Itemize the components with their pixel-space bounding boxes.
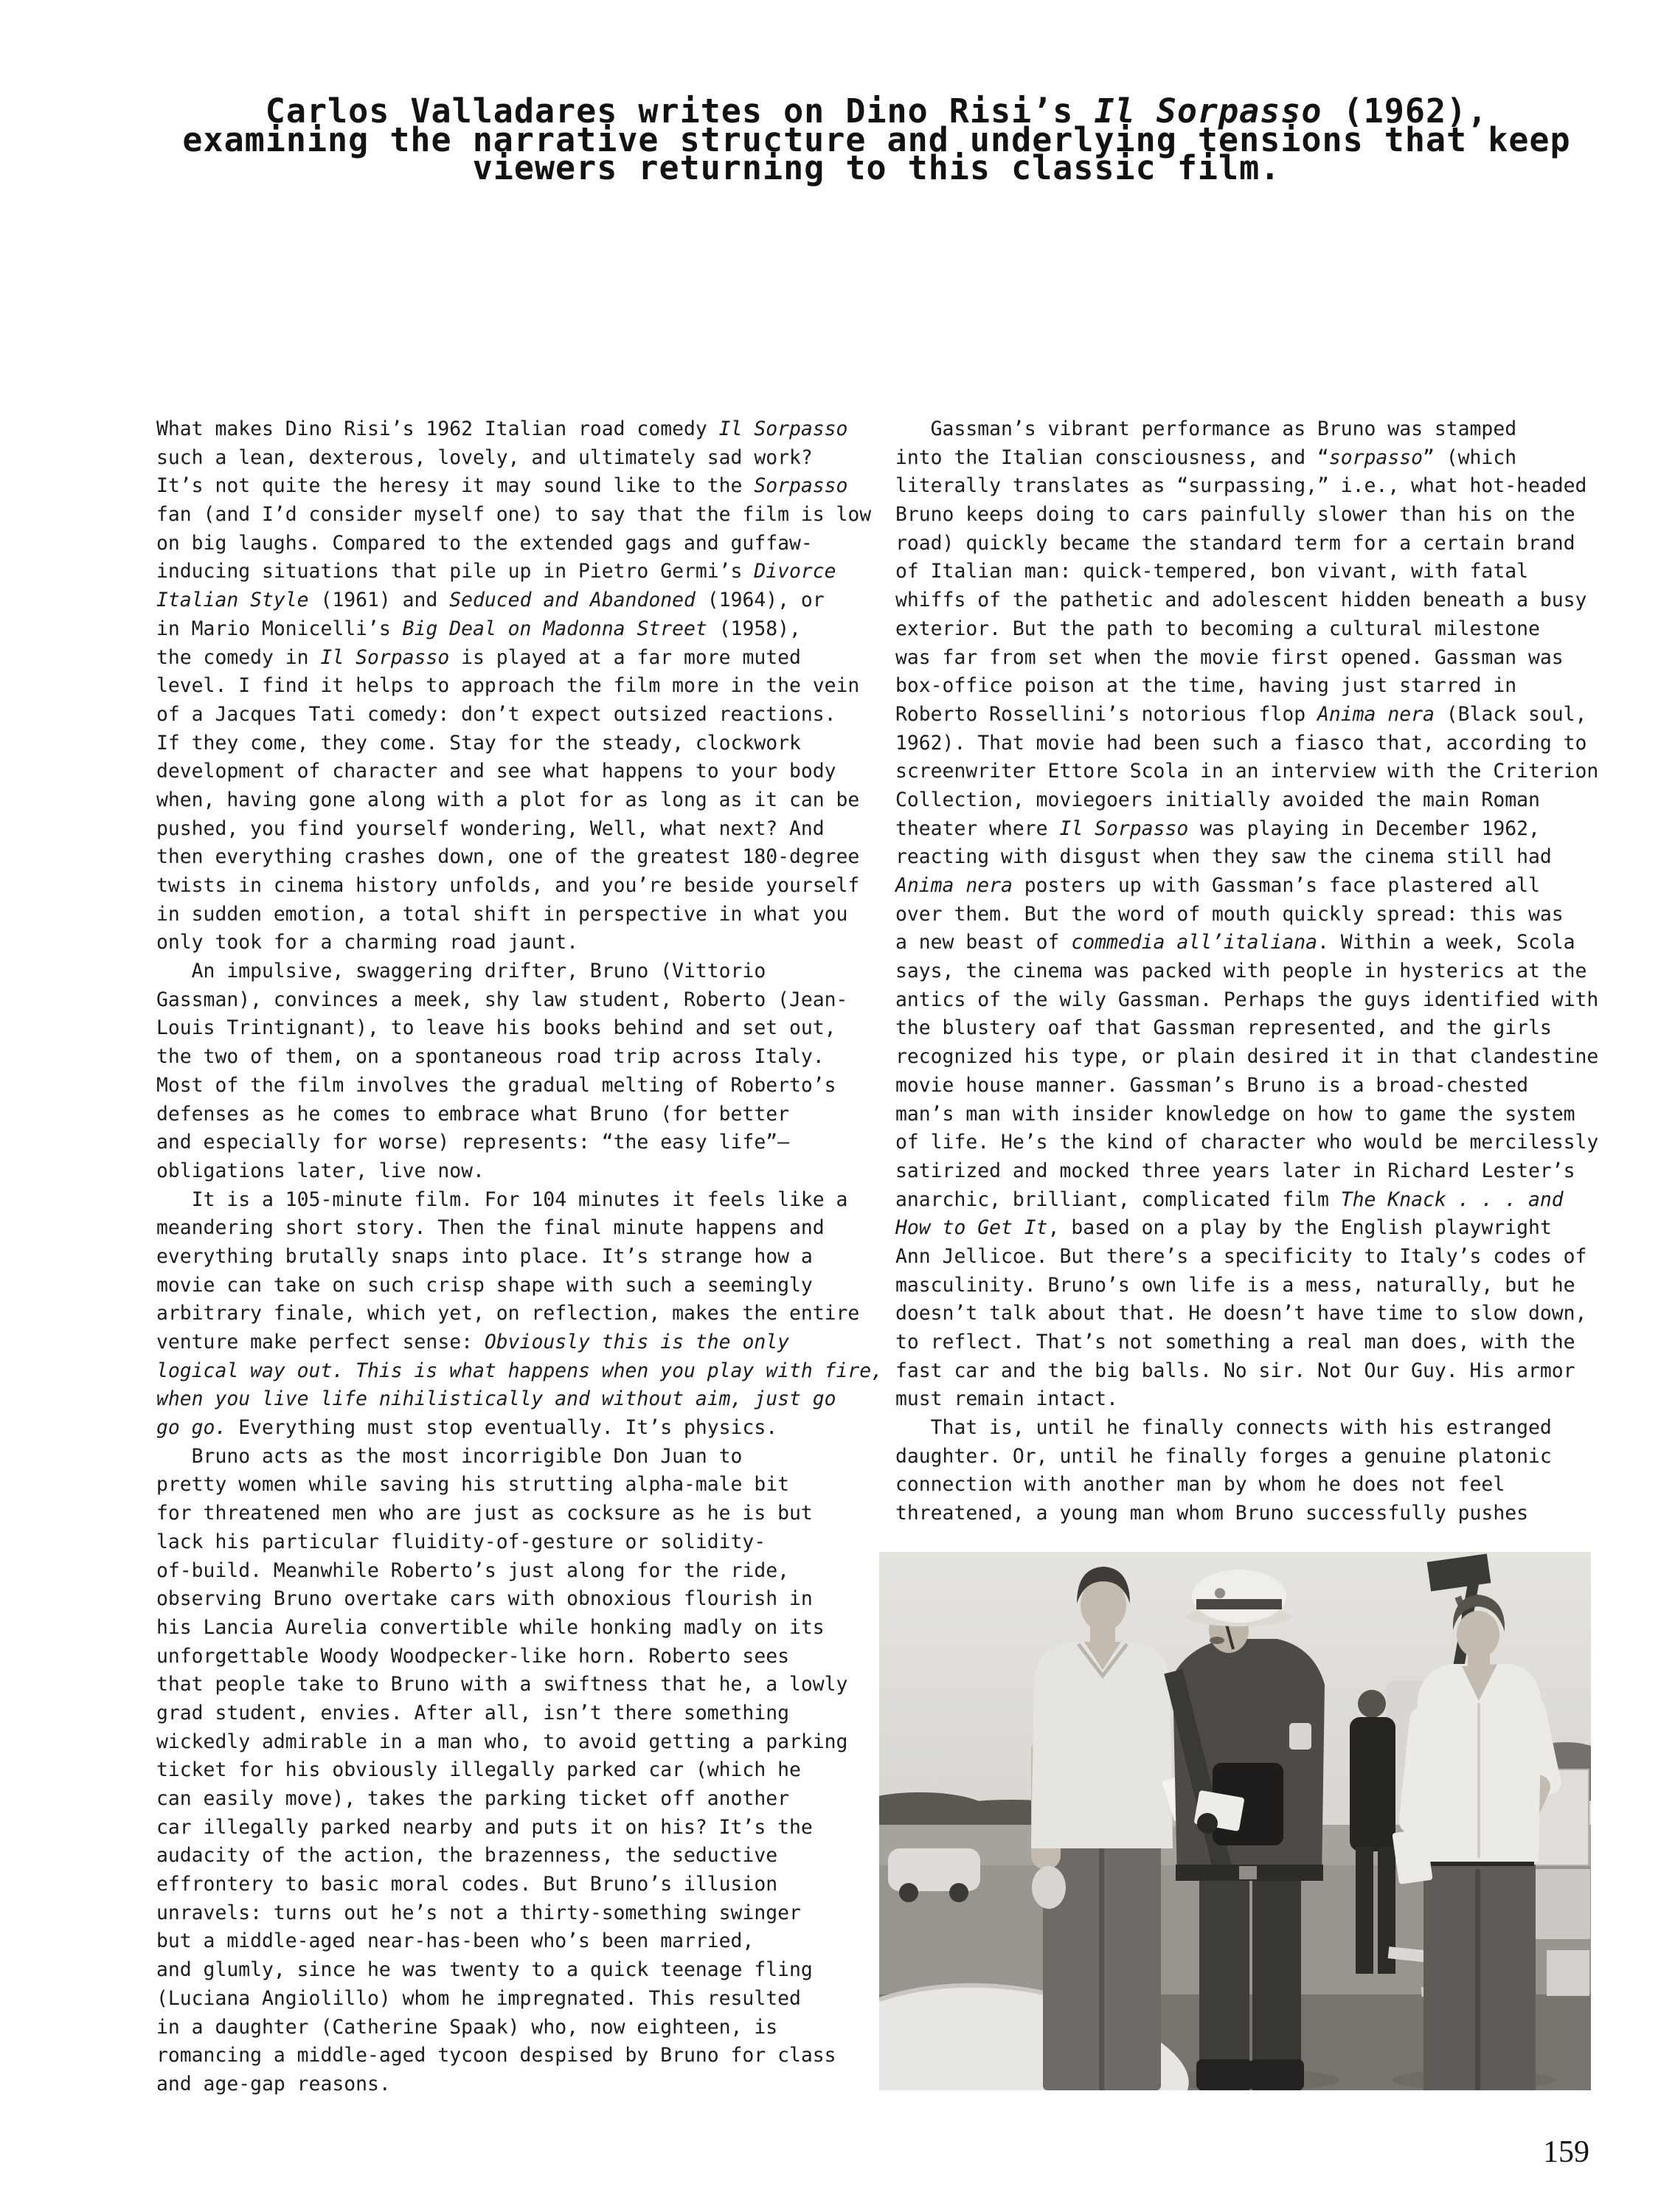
text-line: but a middle-aged near-has-been who’s been married, <box>156 1930 755 1953</box>
text-line: romancing a middle-aged tycoon despised by Bruno for class <box>156 2044 836 2067</box>
text-line: of life. He’s the kind of character who would be mercilessly <box>895 1131 1599 1154</box>
text-line: If they come, they come. Stay for the steady, clockwork <box>156 731 801 755</box>
text-line: such a lean, dexterous, lovely, and ultimately sad work? <box>156 445 813 469</box>
page-number: 159 <box>1543 2135 1589 2169</box>
text-line: Roberto Rossellini’s notorious flop Anima nera (Black soul, <box>895 702 1587 726</box>
text-line: box-office poison at the time, having just starred in <box>895 674 1517 698</box>
text-line: can easily move), takes the parking ticket off another <box>156 1787 789 1810</box>
text-line: for threatened men who are just as cocksure as he is but <box>156 1502 813 1525</box>
text-line: car illegally parked nearby and puts it on his? It’s the <box>156 1815 813 1839</box>
text-line: exterior. But the path to becoming a cultural milestone <box>895 617 1540 640</box>
text-line: Louis Trintignant), to leave his books behind and set out, <box>156 1016 836 1040</box>
text-line: Collection, moviegoers initially avoided the main Roman <box>895 788 1540 811</box>
text-line: logical way out. This is what happens when you play with fire, <box>156 1359 884 1382</box>
text-line: of Italian man: quick-tempered, bon vivant, with fatal <box>895 560 1528 583</box>
text-line: only took for a charming road jaunt. <box>156 931 578 954</box>
text-line: fan (and I’d consider myself one) to say that the film is low <box>156 503 872 527</box>
text-line: level. I find it helps to approach the film more in the vein <box>156 674 860 698</box>
text-line: movie house manner. Gassman’s Bruno is a broad-chested <box>895 1073 1528 1097</box>
text-line: then everything crashes down, one of the greatest 180-degree <box>156 845 860 869</box>
text-line: masculinity. Bruno’s own life is a mess, naturally, but he <box>895 1273 1575 1297</box>
text-line: that people take to Bruno with a swiftness that he, a lowly <box>156 1673 848 1696</box>
text-line: over them. But the word of mouth quickly spread: this was <box>895 902 1564 926</box>
article-title <box>156 90 1597 188</box>
text-line: when, having gone along with a plot for as long as it can be <box>156 788 860 811</box>
text-line: An impulsive, swaggering drifter, Bruno (Vittorio <box>156 960 766 983</box>
text-line: arbitrary finale, which yet, on reflection, makes the entire <box>156 1302 860 1325</box>
text-line: Most of the film involves the gradual melting of Roberto’s <box>156 1073 836 1097</box>
text-line: in Mario Monicelli’s Big Deal on Madonna Street (1958), <box>156 617 801 640</box>
text-line: It’s not quite the heresy it may sound like to the Sorpasso <box>156 474 848 498</box>
text-line: whiffs of the pathetic and adolescent hidden beneath a busy <box>895 589 1587 612</box>
text-line: his Lancia Aurelia convertible while honking madly on its <box>156 1615 825 1639</box>
text-line: literally translates as “surpassing,” i.e., what hot-headed <box>895 474 1587 498</box>
photo-background-person <box>1350 1690 1395 1974</box>
text-line: of a Jacques Tati comedy: don’t expect outsized reactions. <box>156 702 836 726</box>
text-line: road) quickly became the standard term for a certain brand <box>895 531 1575 555</box>
text-line: reacting with disgust when they saw the cinema still had <box>895 845 1552 869</box>
text-line: was far from set when the movie first opened. Gassman was <box>895 645 1564 669</box>
text-line: movie can take on such crisp shape with such a seemingly <box>156 1273 813 1297</box>
text-line: theater where Il Sorpasso was playing in December 1962, <box>895 817 1540 840</box>
text-line: How to Get It, based on a play by the English playwright <box>895 1216 1552 1240</box>
text-line: anarchic, brilliant, complicated film The Knack . . . and <box>895 1188 1564 1211</box>
text-line: connection with another man by whom he does not feel <box>895 1473 1505 1497</box>
text-line: unravels: turns out he’s not a thirty-something swinger <box>156 1901 801 1924</box>
text-line: That is, until he finally connects with his estranged <box>895 1416 1552 1440</box>
text-line: antics of the wily Gassman. Perhaps the guys identified with <box>895 988 1599 1011</box>
text-line: It is a 105-minute film. For 104 minutes it feels like a <box>156 1188 848 1211</box>
text-line: pretty women while saving his strutting alpha-male bit <box>156 1473 789 1497</box>
text-line: and age-gap reasons. <box>156 2072 391 2095</box>
text-line: Carlos Valladares writes on Dino Risi’s Il Sorpasso (1962), <box>265 91 1488 131</box>
text-line: observing Bruno overtake cars with obnoxious flourish in <box>156 1587 813 1611</box>
text-line: satirized and mocked three years later in Richard Lester’s <box>895 1159 1575 1182</box>
text-line: effrontery to basic moral codes. But Bruno’s illusion <box>156 1873 778 1896</box>
text-line: Gassman), convinces a meek, shy law student, Roberto (Jean- <box>156 988 848 1011</box>
text-line: Gassman’s vibrant performance as Bruno was stamped <box>895 417 1517 440</box>
text-line: viewers returning to this classic film. <box>472 148 1281 188</box>
text-line: and glumly, since he was twenty to a quick teenage fling <box>156 1958 813 1982</box>
text-line: screenwriter Ettore Scola in an interview with the Criterion <box>895 760 1599 783</box>
text-line: venture make perfect sense: Obviously this is the only <box>156 1331 789 1353</box>
text-line: the blustery oaf that Gassman represented, and the girls <box>895 1016 1552 1040</box>
text-line: fast car and the big balls. No sir. Not Our Guy. His armor <box>895 1359 1575 1382</box>
text-line: and especially for worse) represents: “the easy life”— <box>156 1131 789 1154</box>
right-text-column <box>895 415 1607 1528</box>
text-line: everything brutally snaps into place. It’s strange how a <box>156 1244 813 1268</box>
text-line: wickedly admirable in a man who, to avoid getting a parking <box>156 1730 848 1753</box>
text-line: meandering short story. Then the final minute happens and <box>156 1216 825 1240</box>
text-line: ticket for his obviously illegally parked car (which he <box>156 1758 801 1782</box>
text-line: when you live life nihilistically and without aim, just go <box>156 1387 836 1411</box>
text-line: says, the cinema was packed with people in hysterics at the <box>895 960 1587 983</box>
text-line: grad student, envies. After all, isn’t there something <box>156 1701 789 1724</box>
text-line: go go. Everything must stop eventually. It’s physics. <box>156 1416 778 1440</box>
text-line: Anima nera posters up with Gassman’s face plastered all <box>895 874 1540 897</box>
text-line: audacity of the action, the brazenness, the seductive <box>156 1844 778 1868</box>
text-line: defenses as he comes to embrace what Bruno (for better <box>156 1102 789 1126</box>
text-line: of-build. Meanwhile Roberto’s just along for the ride, <box>156 1559 789 1582</box>
text-line: to reflect. That’s not something a real man does, with the <box>895 1331 1575 1353</box>
text-line: Italian Style (1961) and Seduced and Abandoned (1964), or <box>156 589 825 612</box>
text-line: in a daughter (Catherine Spaak) who, now eighteen, is <box>156 2015 778 2039</box>
film-still-illustration <box>879 1552 1591 2090</box>
text-line: unforgettable Woody Woodpecker-like horn. Roberto sees <box>156 1644 789 1668</box>
text-line: must remain intact. <box>895 1387 1118 1411</box>
text-line: Bruno keeps doing to cars painfully slower than his on the <box>895 503 1575 527</box>
text-line: What makes Dino Risi’s 1962 Italian road comedy Il Sorpasso <box>156 417 848 440</box>
text-line: a new beast of commedia all’italiana. Within a week, Scola <box>895 931 1575 954</box>
text-line: the two of them, on a spontaneous road trip across Italy. <box>156 1045 825 1069</box>
text-line: (Luciana Angiolillo) whom he impregnated. This resulted <box>156 1986 801 2010</box>
text-line: doesn’t talk about that. He doesn’t have time to slow down, <box>895 1302 1587 1325</box>
text-line: in sudden emotion, a total shift in perspective in what you <box>156 902 848 926</box>
text-line: inducing situations that pile up in Pietro Germi’s Divorce <box>156 560 836 583</box>
text-line: on big laughs. Compared to the extended gags and guffaw- <box>156 531 813 555</box>
text-line: development of character and see what happens to your body <box>156 760 836 783</box>
text-line: threatened, a young man whom Bruno successfully pushes <box>895 1502 1528 1525</box>
text-line: examining the narrative structure and underlying tensions that keep <box>182 119 1571 159</box>
text-line: man’s man with insider knowledge on how to game the system <box>895 1102 1575 1126</box>
text-line: twists in cinema history unfolds, and you’re beside yourself <box>156 874 860 897</box>
text-line: Bruno acts as the most incorrigible Don Juan to <box>156 1444 743 1468</box>
text-line: Ann Jellicoe. But there’s a specificity to Italy’s codes of <box>895 1244 1587 1268</box>
text-line: the comedy in Il Sorpasso is played at a far more muted <box>156 645 801 669</box>
text-line: obligations later, live now. <box>156 1159 485 1182</box>
text-line: into the Italian consciousness, and “sorpasso” (which <box>895 445 1517 469</box>
text-line: pushed, you find yourself wondering, Well, what next? And <box>156 817 825 840</box>
text-line: 1962). That movie had been such a fiasco that, according to <box>895 731 1587 755</box>
text-line: recognized his type, or plain desired it in that clandestine <box>895 1045 1599 1069</box>
text-line: lack his particular fluidity-of-gesture or solidity- <box>156 1530 766 1553</box>
left-text-column <box>156 415 884 2099</box>
film-still-photo <box>879 1552 1591 2090</box>
text-line: daughter. Or, until he finally forges a genuine platonic <box>895 1444 1552 1468</box>
